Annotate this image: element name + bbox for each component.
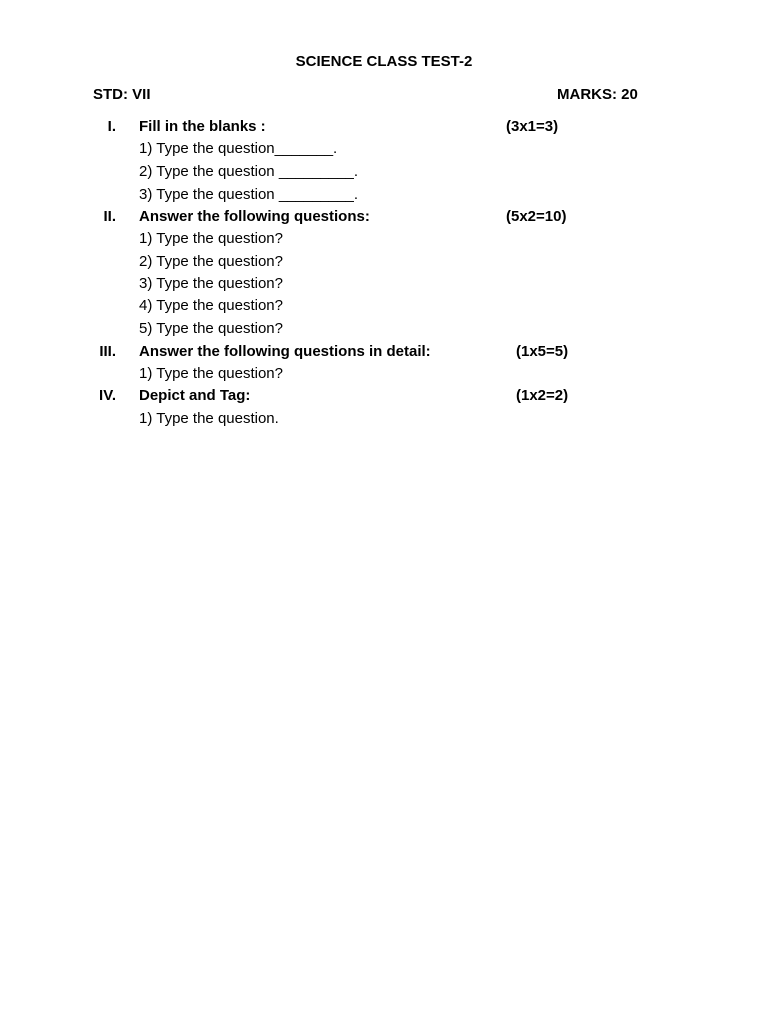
section-title: Depict and Tag: [139,387,251,404]
question-item: 1) Type the question? [139,365,283,382]
question-item: 1) Type the question_______. [139,140,338,157]
question-item: 3) Type the question? [139,275,283,292]
section-title: Answer the following questions in detail: [139,343,431,360]
page-title: SCIENCE CLASS TEST-2 [295,53,473,70]
section-numeral: I. [107,118,116,135]
question-item: 2) Type the question _________. [139,163,359,180]
section-marks: (1x5=5) [516,343,569,360]
question-item: 2) Type the question? [139,253,283,270]
question-item: 1) Type the question? [139,230,283,247]
question-item: 1) Type the question. [139,410,279,427]
section-numeral: III. [99,343,116,360]
section-title: Answer the following questions: [139,208,370,225]
section-numeral: IV. [99,387,116,404]
question-item: 3) Type the question _________. [139,186,359,203]
total-marks-label: MARKS: 20 [557,86,638,103]
section-marks: (3x1=3) [506,118,559,135]
section-heading [0,341,768,363]
section-heading [0,206,768,228]
question-item: 4) Type the question? [139,297,283,314]
question-item: 5) Type the question? [139,320,283,337]
section-marks: (1x2=2) [516,387,569,404]
section-heading [0,385,768,407]
std-label: STD: VII [93,86,151,103]
section-title: Fill in the blanks : [139,118,266,135]
section-numeral: II. [103,208,116,225]
section-heading [0,116,768,138]
section-marks: (5x2=10) [506,208,567,225]
